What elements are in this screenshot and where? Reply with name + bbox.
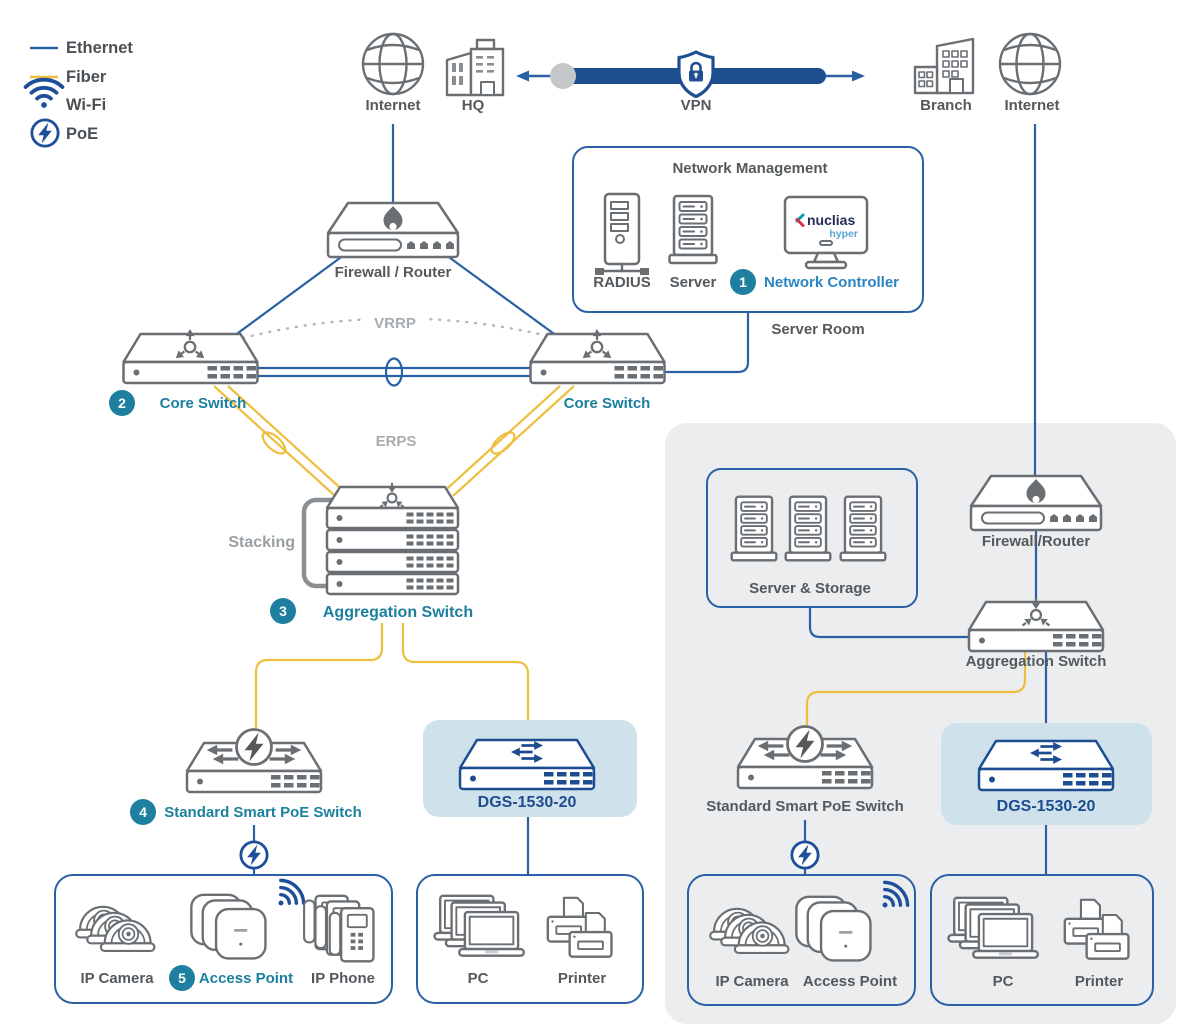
vpn-arrow-right-head bbox=[852, 71, 865, 82]
hq-poe-switch-label: Standard Smart PoE Switch bbox=[164, 804, 362, 821]
hq-dgs-label: DGS-1530-20 bbox=[477, 794, 577, 811]
core-switch-right-label: Core Switch bbox=[563, 395, 651, 412]
lag-ring-ethernet bbox=[386, 359, 402, 386]
branch-poe-switch-label: Standard Smart PoE Switch bbox=[706, 798, 904, 815]
wifi-icon bbox=[26, 80, 63, 108]
hq-pc-label: PC bbox=[467, 970, 489, 987]
legend-fiber-label: Fiber bbox=[66, 68, 107, 86]
hq-ip-camera-label: IP Camera bbox=[80, 970, 154, 987]
hq-building-icon bbox=[447, 40, 503, 95]
hq-dgs-switch-device bbox=[460, 740, 594, 789]
badge-1-number: 1 bbox=[739, 274, 747, 290]
vrrp-label: VRRP bbox=[374, 315, 416, 332]
hq-label: HQ bbox=[461, 97, 485, 114]
storage-rack-3 bbox=[841, 497, 886, 561]
internet-left-icon bbox=[363, 34, 423, 94]
hq-ip-phone-label: IP Phone bbox=[311, 970, 375, 987]
vpn-endpoint-dot bbox=[550, 63, 576, 89]
monitor-stand bbox=[814, 253, 838, 262]
link-firewall-coreright bbox=[446, 255, 557, 336]
branch-dgs-label: DGS-1530-20 bbox=[996, 798, 1096, 815]
badge-4-number: 4 bbox=[139, 804, 147, 820]
internet-right-icon bbox=[1000, 34, 1060, 94]
fiber-agg-dgs-hq bbox=[403, 623, 528, 720]
branch-firewall-router-device bbox=[971, 476, 1101, 530]
branch-label: Branch bbox=[920, 97, 972, 114]
link-firewall-coreleft bbox=[234, 255, 344, 336]
network-management-title: Network Management bbox=[672, 160, 828, 177]
hq-firewall-router-device bbox=[328, 203, 458, 257]
branch-ip-camera-label: IP Camera bbox=[715, 973, 789, 990]
link-nm-coreright bbox=[664, 312, 748, 372]
hq-firewall-label: Firewall / Router bbox=[334, 264, 452, 281]
branch-poe-link-icon bbox=[792, 842, 818, 868]
poe-icon bbox=[32, 120, 58, 146]
stacking-label: Stacking bbox=[228, 534, 295, 551]
branch-dgs-switch-device bbox=[979, 741, 1113, 790]
branch-aggregation-label: Aggregation Switch bbox=[965, 653, 1107, 670]
branch-pc-label: PC bbox=[992, 973, 1014, 990]
hq-aggregation-stack bbox=[304, 483, 458, 594]
storage-rack-1 bbox=[732, 497, 777, 561]
branch-building-icon bbox=[915, 39, 973, 93]
nuclias-hyper-text: hyper bbox=[829, 228, 858, 240]
lag-ring-fiber-right bbox=[488, 429, 518, 457]
server-label: Server bbox=[669, 274, 717, 291]
nuclias-logo-text: nuclias bbox=[807, 212, 856, 228]
vpn-arrow-left-head bbox=[516, 71, 529, 82]
internet-left-label: Internet bbox=[365, 97, 421, 114]
badge-3-number: 3 bbox=[279, 603, 287, 619]
legend bbox=[26, 39, 134, 146]
server-storage-label: Server & Storage bbox=[749, 580, 871, 597]
vpn-shield-lock-icon bbox=[679, 52, 713, 97]
hq-poe-link-icon bbox=[241, 842, 267, 868]
legend-poe-label: PoE bbox=[66, 125, 99, 143]
monitor-base bbox=[806, 262, 846, 268]
erps-label: ERPS bbox=[375, 433, 417, 450]
branch-firewall-label: Firewall/Router bbox=[981, 533, 1091, 550]
vpn-tunnel bbox=[516, 52, 865, 97]
network-controller-label: Network Controller bbox=[764, 274, 900, 291]
core-switch-left-label: Core Switch bbox=[159, 395, 247, 412]
hq-access-point-label: Access Point bbox=[198, 970, 294, 987]
badge-2-number: 2 bbox=[118, 395, 126, 411]
fiber-coreright-stack-2 bbox=[439, 386, 560, 496]
hq-aggregation-label: Aggregation Switch bbox=[322, 604, 474, 621]
fiber-agg-poe-hq bbox=[256, 623, 382, 728]
branch-printer-label: Printer bbox=[1074, 973, 1124, 990]
legend-ethernet-label: Ethernet bbox=[66, 39, 133, 57]
branch-access-point-label: Access Point bbox=[802, 973, 898, 990]
lag-ring-fiber-left bbox=[259, 429, 289, 457]
internet-right-label: Internet bbox=[1004, 97, 1060, 114]
badge-5-number: 5 bbox=[178, 970, 186, 986]
legend-wifi-label: Wi-Fi bbox=[66, 96, 107, 114]
server-room-label: Server Room bbox=[771, 321, 865, 338]
hq-poe-switch-device bbox=[187, 730, 321, 793]
vpn-label: VPN bbox=[680, 97, 712, 114]
server-icon bbox=[670, 196, 717, 263]
storage-rack-2 bbox=[786, 497, 831, 561]
hq-printer-label: Printer bbox=[557, 970, 607, 987]
radius-label: RADIUS bbox=[593, 274, 651, 291]
